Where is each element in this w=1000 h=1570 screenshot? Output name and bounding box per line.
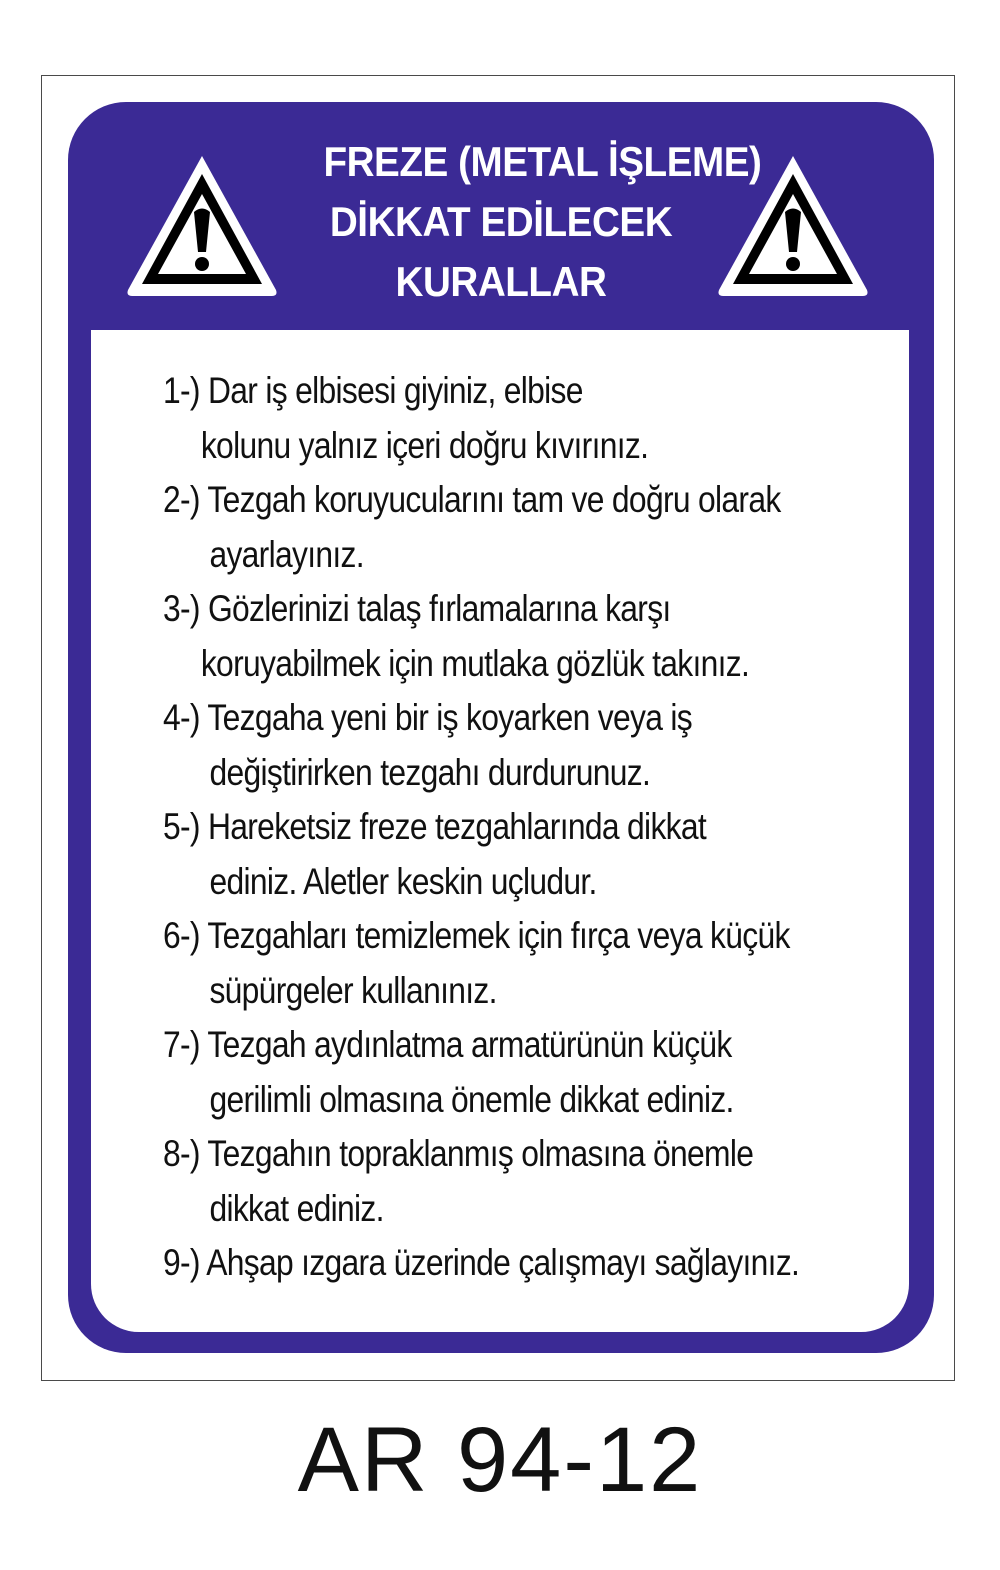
rule-line: 6-) Tezgahları temizlemek için fırça veya küçük: [163, 915, 790, 956]
rule-line: 1-) Dar iş elbisesi giyiniz, elbise: [163, 370, 583, 411]
rule-line: 8-) Tezgahın topraklanmış olmasına önemle: [163, 1133, 754, 1174]
rule-line-continued: ayarlayınız.: [209, 533, 364, 575]
rule-line: 2-) Tezgah koruyucularını tam ve doğru olarak: [163, 479, 781, 520]
rule-item: [163, 1018, 817, 1127]
rule-line-continued: koruyabilmek için mutlaka gözlük takınız.: [200, 642, 750, 684]
rule-item: [163, 909, 817, 1018]
rule-line: 4-) Tezgaha yeni bir iş koyarken veya iş: [163, 697, 693, 738]
title-line: KURALLAR: [395, 258, 607, 305]
rule-line-continued: değiştirirken tezgahı durdurunuz.: [209, 751, 651, 793]
rule-item: [163, 364, 817, 473]
title-line: FREZE (METAL İŞLEME): [323, 138, 762, 185]
sign-title: [323, 132, 762, 312]
rule-line-continued: kolunu yalnız içeri doğru kıvırınız.: [200, 424, 649, 466]
title-line: DİKKAT EDİLECEK: [329, 198, 673, 245]
warning-triangle-icon: [122, 150, 282, 300]
rules-panel: [91, 330, 909, 1332]
rule-line: 5-) Hareketsiz freze tezgahlarında dikkat: [163, 806, 707, 847]
rule-item: [163, 1236, 817, 1291]
rule-line-continued: dikkat ediniz.: [209, 1187, 384, 1229]
warning-triangle-icon: [713, 150, 873, 300]
sign-header: [68, 102, 934, 330]
rule-item: [163, 473, 817, 582]
rule-item: [163, 691, 817, 800]
product-code: AR 94-12: [297, 1409, 703, 1511]
rule-line: 7-) Tezgah aydınlatma armatürünün küçük: [163, 1024, 732, 1065]
rule-line-continued: süpürgeler kullanınız.: [209, 969, 497, 1011]
rule-line: 3-) Gözlerinizi talaş fırlamalarına karşı: [163, 588, 671, 629]
rule-line-continued: gerilimli olmasına önemle dikkat ediniz.: [209, 1078, 734, 1120]
rule-item: [163, 582, 817, 691]
rule-line: 9-) Ahşap ızgara üzerinde çalışmayı sağlayınız.: [163, 1242, 800, 1283]
rules-list: [163, 364, 923, 1291]
rule-item: [163, 800, 817, 909]
rule-item: [163, 1127, 817, 1236]
rule-line-continued: ediniz. Aletler keskin uçludur.: [209, 860, 597, 902]
